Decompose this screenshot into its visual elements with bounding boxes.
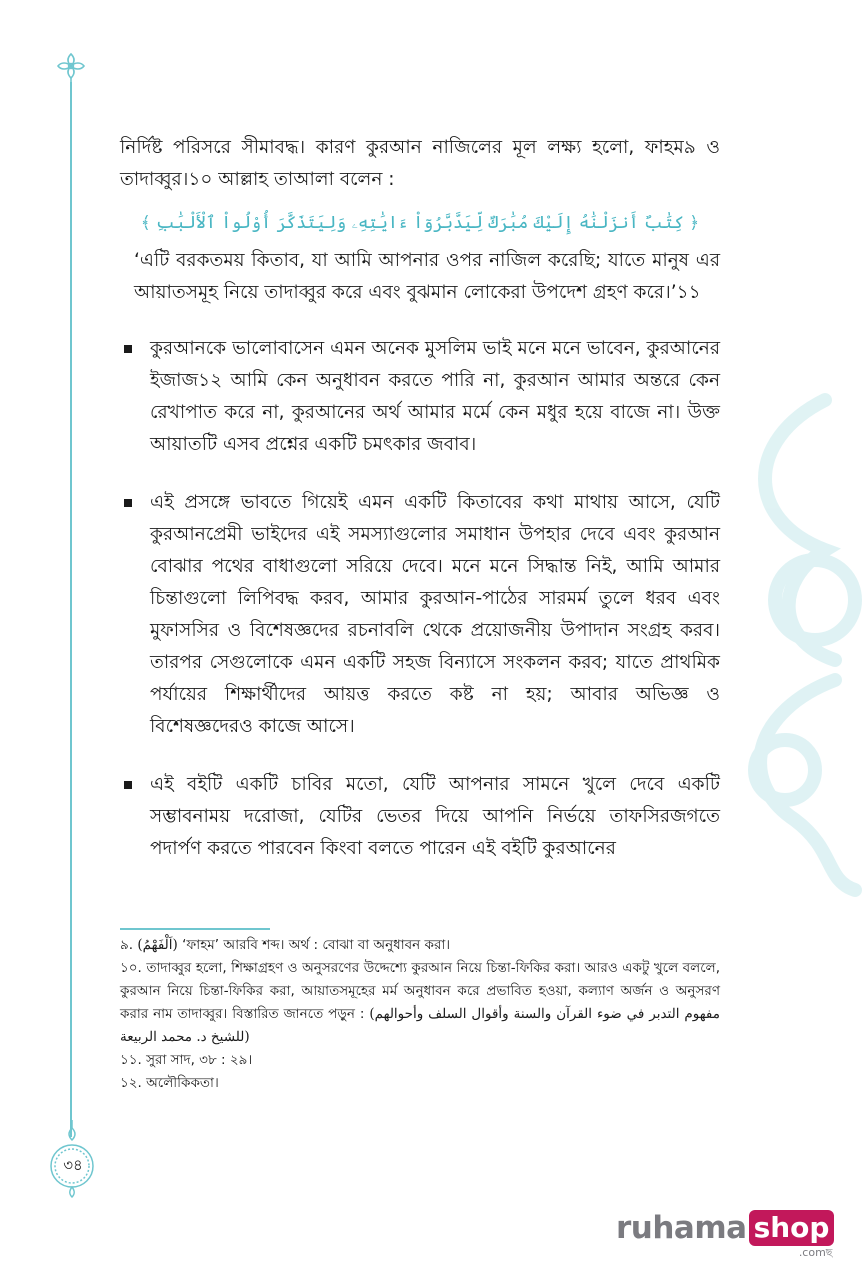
footnote-11: ১১. সুরা সাদ, ৩৮ : ২৯। xyxy=(120,1052,253,1068)
bullet-square-icon xyxy=(124,781,132,789)
logo-shop-text: shop xyxy=(749,1210,835,1246)
margin-rule xyxy=(70,82,72,1137)
list-item xyxy=(120,769,720,865)
list-item xyxy=(120,333,720,461)
quran-verse-arabic: ﴿ كِتَٰبٌ أَنزَلْنَٰهُ إِلَيْكَ مُبَٰرَكٌ لِّيَدَّبَّرُوٓاْ ءَايَٰتِهِۦ وَلِيَتَذَكَّرَ أُوْلُواْ ٱلْأَلْبَٰبِ ﴾ xyxy=(140,213,700,233)
footnote-12: ১২. অলৌকিকতা। xyxy=(120,1075,219,1091)
footnote-10 xyxy=(120,957,720,1049)
page-number: ৩৪ xyxy=(63,1155,83,1174)
footnote-9 xyxy=(120,934,720,957)
footnotes xyxy=(120,934,720,1095)
logo-brand-text: ruhama xyxy=(616,1210,747,1246)
ruhamashop-logo xyxy=(616,1210,834,1259)
list-item-text: এই বইটি একটি চাবির মতো, যেটি আপনার সামনে খুলে দেবে একটি সম্ভাবনাময় দরোজা, যেটির ভেতর দিয়ে আপনি নির্ভয়ে তাফসিরজগতে পদার্পণ করতে পারবেন কিংবা বলতে পারেন এই বইটি কুরআনের xyxy=(150,774,720,859)
bullet-list xyxy=(120,333,720,865)
bullet-square-icon xyxy=(124,499,132,507)
floral-ornament-icon xyxy=(55,50,87,86)
footnote-text: ১০. তাদাব্বুর হলো, শিক্ষাগ্রহণ ও অনুসরণের উদ্দেশ্যে কুরআন নিয়ে চিন্তা-ফিকির করা। আরও একটু খুলে বললে, কুরআন নিয়ে চিন্তা-ফিকির করা, আয়াতসমূহের মর্ম অনুধাবন করে প্রভাবিত হওয়া, কল্যাণ অর্জন ও অনুসরণ করার নাম তাদাব্বুর। বিস্তারিত জানতে পড়ুন : xyxy=(120,960,720,1022)
footnote-number: ৯. xyxy=(120,937,134,953)
list-item-text: কুরআনকে ভালোবাসেন এমন অনেক মুসলিম ভাই মনে মনে ভাবেন, কুরআনের ইজাজ১২ আমি কেন অনুধাবন করতে পারি না, কুরআন আমার অন্তরে কেন রেখাপাত করে না, কুরআনের অর্থ আমার মর্মে কেন মধুর হয়ে বাজে না। উক্ত আয়াতটি এসব প্রশ্নের একটি চমৎকার জবাব। xyxy=(150,338,720,455)
verse-translation: ‘এটি বরকতময় কিতাব, যা আমি আপনার ওপর নাজিল করেছি; যাতে মানুষ এর আয়াতসমূহ নিয়ে তাদাব্বুর করে এবং বুঝমান লোকেরা উপদেশ গ্রহণ করে।’১১ xyxy=(134,250,720,303)
footnote-divider xyxy=(120,928,270,930)
logo-domain-text: .comছ xyxy=(798,1246,833,1259)
main-text xyxy=(120,132,720,891)
list-item xyxy=(120,487,720,743)
footnote-arabic-reference: (مفهوم التدبر في ضوء القرآن والسنة وأقوال السلف وأحوالهم للشيخ د. محمد الربيعة) xyxy=(120,1006,720,1045)
footnote-text: ‘ফাহম’ আরবি শব্দ। অর্থ : বোঝা বা অনুধাবন করা। xyxy=(182,937,451,953)
bullet-square-icon xyxy=(124,345,132,353)
intro-paragraph: নির্দিষ্ট পরিসরে সীমাবদ্ধ। কারণ কুরআন নাজিলের মূল লক্ষ্য হলো, ফাহম৯ ও তাদাব্বুর।১০ আল্লাহ তাআলা বলেন : xyxy=(120,137,720,190)
logo-shop-badge xyxy=(749,1210,835,1259)
list-item-text: এই প্রসঙ্গে ভাবতে গিয়েই এমন একটি কিতাবের কথা মাথায় আসে, যেটি কুরআনপ্রেমী ভাইদের এই সমস্যাগুলোর সমাধান উপহার দেবে এবং কুরআন বোঝার পথের বাধাগুলো সরিয়ে দেবে। মনে মনে সিদ্ধান্ত নিই, আমি আমার চিন্তাগুলো লিপিবদ্ধ করব, আমার কুরআন-পাঠের সারমর্ম তুলে ধরব এবং মুফাসসির ও বিশেষজ্ঞদের রচনাবলি থেকে প্রয়োজনীয় উপাদান সংগ্রহ করব। তারপর সেগুলোকে এমন একটি সহজ বিন্যাসে সংকলন করব; যাতে প্রাথমিক পর্যায়ের শিক্ষার্থীদের আয়ত্ত করতে কষ্ট না হয়; আবার অভিজ্ঞ ও বিশেষজ্ঞদেরও কাজে আসে। xyxy=(150,492,720,737)
footnote-arabic-term: (اَلْفَهْمُ) xyxy=(137,937,178,953)
